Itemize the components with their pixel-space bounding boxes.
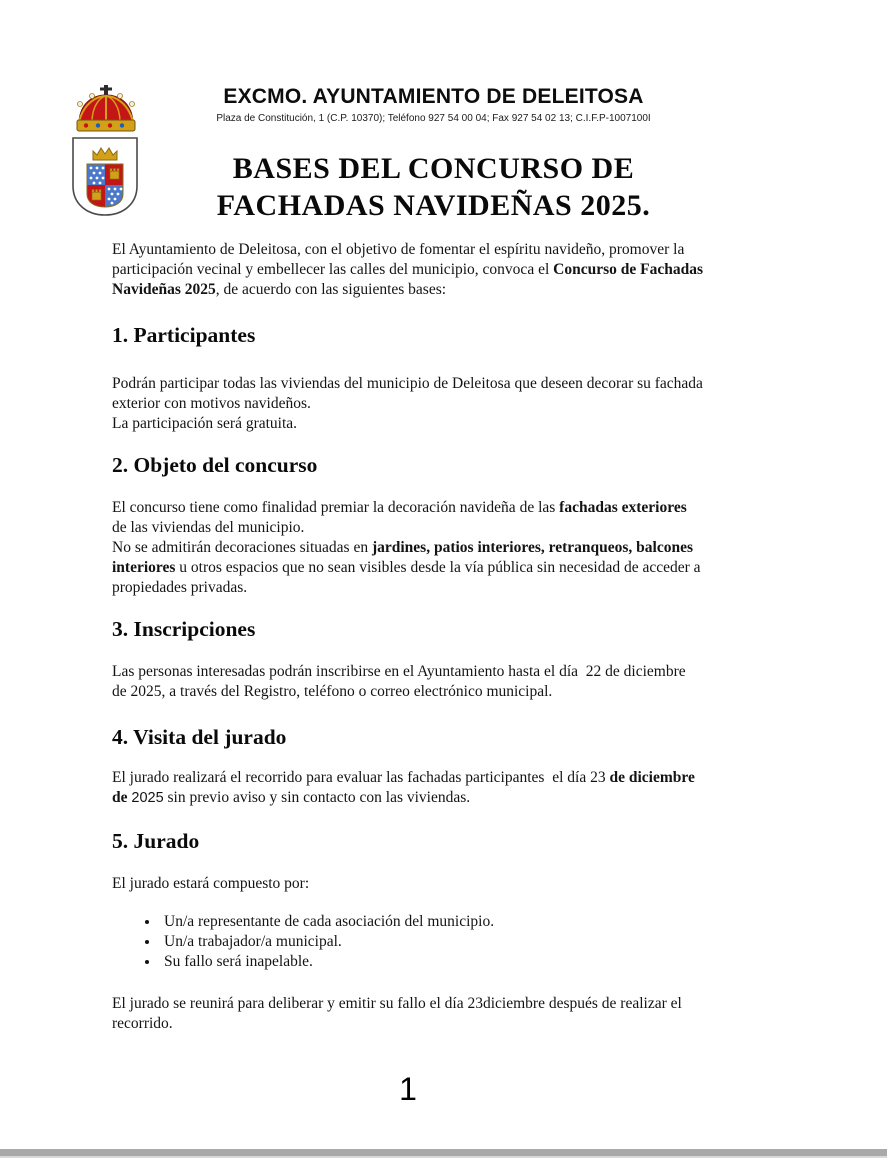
section-paragraph-objeto: El concurso tiene como finalidad premiar la decoración navideña de las fachadas exteriores de las viviendas del municipio. No se admitirán decoraciones situadas en jardines, patios interiores, retranqueos, balcones interiores u otros espacios que no sean visibles desde la vía pública sin necesidad de acceder a propiedades privadas. xyxy=(112,499,705,596)
section-heading-participantes: 1. Participantes xyxy=(112,323,256,347)
document-title-line1: BASES DEL CONCURSO DE xyxy=(232,152,635,185)
section-paragraph-jurado-cierre: El jurado se reunirá para deliberar y emitir su fallo el día 23diciembre después de realizar el recorrido. xyxy=(112,995,686,1032)
section-paragraph-inscripciones: Las personas interesadas podrán inscribirse en el Ayuntamiento hasta el día 22 de diciembre de 2025, a través del Registro, teléfono o correo electrónico municipal. xyxy=(112,663,690,700)
bullet-item-fallo: • Su fallo será inapelable. xyxy=(160,952,704,972)
section-paragraph-visita-jurado: El jurado realizará el recorrido para evaluar las fachadas participantes el día 23 de diciembre de 2025 sin previo aviso y sin contacto con las viviendas. xyxy=(112,769,699,806)
org-address: Plaza de Constitución, 1 (C.P. 10370); Teléfono 927 54 00 04; Fax 927 54 02 13; C.I.F.P-1007100I xyxy=(216,113,651,124)
section-heading-inscripciones: 3. Inscripciones xyxy=(112,617,256,641)
bullet-item-representante: • Un/a representante de cada asociación del municipio. xyxy=(160,912,704,932)
document-title xyxy=(110,150,757,224)
document-body xyxy=(112,240,707,1107)
bullet-item-trabajador: • Un/a trabajador/a municipal. xyxy=(160,932,704,952)
document-title-line2: FACHADAS NAVIDEÑAS 2025. xyxy=(216,189,651,222)
org-name: EXCMO. AYUNTAMIENTO DE DELEITOSA xyxy=(223,85,644,108)
section-heading-visita-jurado: 4. Visita del jurado xyxy=(112,725,287,749)
intro-paragraph: El Ayuntamiento de Deleitosa, con el objetivo de fomentar el espíritu navideño, promover la participación vecinal y embellecer las calles del municipio, convoca el Concurso de Fachadas Navideñas 2025, de acuerdo con las siguientes bases: xyxy=(112,241,707,298)
page-bottom-edge xyxy=(0,1149,887,1156)
section-paragraph-participantes: Podrán participar todas las viviendas del municipio de Deleitosa que deseen decorar su fachada exterior con motivos navideños. La participación será gratuita. xyxy=(112,375,707,432)
page-number: 1 xyxy=(399,1071,417,1107)
document-header xyxy=(110,84,757,224)
section-heading-objeto: 2. Objeto del concurso xyxy=(112,453,318,477)
section-heading-jurado: 5. Jurado xyxy=(112,829,200,853)
section-paragraph-jurado-intro: El jurado estará compuesto por: xyxy=(112,875,310,892)
jury-bullet-list xyxy=(112,912,704,972)
